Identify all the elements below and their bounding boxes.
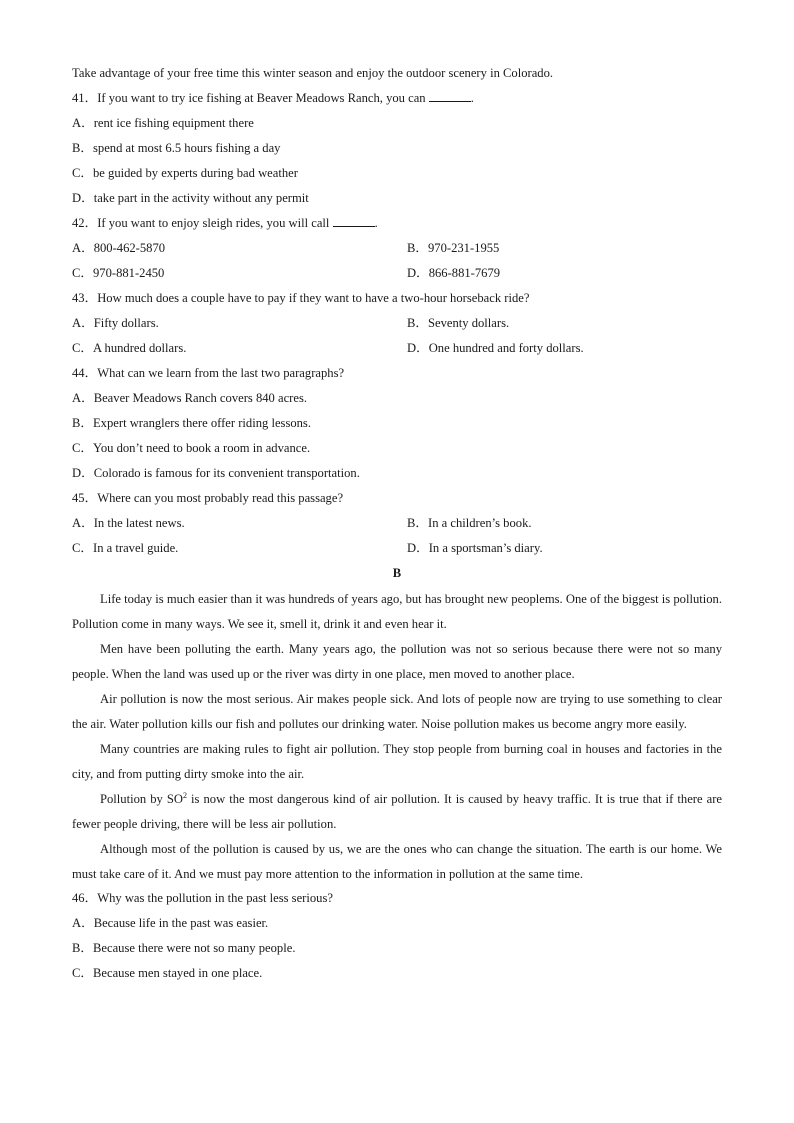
question-41-option-a: A．rent ice fishing equipment there: [72, 116, 254, 130]
question-45-option-a: A．In the latest news.: [72, 516, 185, 530]
question-43-options-row-2: [72, 337, 722, 362]
question-43-options-row-1: [72, 312, 722, 337]
question-42-tail: .: [374, 216, 378, 230]
question-45-options-row-2: [72, 537, 722, 562]
paragraph-5-end: is now the most dangerous kind of air pollution. It is caused by heavy traffic. It is true that if there are fewer people driving, there will be less air pollution.: [72, 792, 722, 831]
answer-blank: [333, 212, 375, 227]
question-42-option-d: D．866-881-7679: [407, 266, 501, 280]
question-41-option-d: D．take part in the activity without any permit: [72, 191, 309, 205]
question-41-option-b: B．spend at most 6.5 hours fishing a day: [72, 141, 281, 155]
question-44-option-b: B．Expert wranglers there offer riding lessons.: [72, 416, 311, 430]
section-b-heading: B: [392, 566, 402, 580]
question-43-option-b: B．Seventy dollars.: [407, 316, 510, 330]
paragraph-5-start: Pollution by SO: [100, 792, 183, 806]
question-43-option-c: C．A hundred dollars.: [72, 341, 187, 355]
question-43-stem: 43．How much does a couple have to pay if they want to have a two-hour horseback ride?: [72, 291, 530, 305]
question-42-option-c: C．970-881-2450: [72, 266, 165, 280]
passage-paragraph-2: Men have been polluting the earth. Many years ago, the pollution was not so serious because there were not so many people. When the land was used up or the river was dirty in one place, men moved to another place.: [72, 642, 722, 681]
question-44-option-a: A．Beaver Meadows Ranch covers 840 acres.: [72, 391, 308, 405]
question-43-option-a: A．Fifty dollars.: [72, 316, 159, 330]
question-43-option-d: D．One hundred and forty dollars.: [407, 341, 584, 355]
question-41-stem: [72, 87, 722, 112]
question-44-stem: 44．What can we learn from the last two paragraphs?: [72, 366, 345, 380]
question-45-option-c: C．In a travel guide.: [72, 541, 179, 555]
question-42-stem: [72, 212, 722, 237]
question-46-option-a: A．Because life in the past was easier.: [72, 916, 269, 930]
question-44-option-d: D．Colorado is famous for its convenient transportation.: [72, 466, 360, 480]
question-45-options-row-1: [72, 512, 722, 537]
subscript-number: 2: [182, 790, 187, 800]
question-46-stem: 46．Why was the pollution in the past less serious?: [72, 891, 333, 905]
question-42-options-row-1: [72, 237, 722, 262]
question-42-option-a: A．800-462-5870: [72, 241, 166, 255]
question-42-options-row-2: [72, 262, 722, 287]
passage-paragraph-1: Life today is much easier than it was hundreds of years ago, but has brought new peoplems. One of the biggest is pollution. Pollution come in many ways. We see it, smell it, drink it and even hear it.: [72, 592, 722, 631]
question-44-option-c: C．You don’t need to book a room in advance.: [72, 441, 311, 455]
passage-paragraph-5: [72, 787, 722, 837]
question-46-option-b: B．Because there were not so many people.: [72, 941, 296, 955]
question-46-option-c: C．Because men stayed in one place.: [72, 966, 263, 980]
intro-text: Take advantage of your free time this winter season and enjoy the outdoor scenery in Colorado.: [72, 66, 554, 80]
question-41-tail: .: [470, 91, 474, 105]
passage-paragraph-3: Air pollution is now the most serious. Air makes people sick. And lots of people now are trying to use something to clear the air. Water pollution kills our fish and pollutes our drinking water. Noise pollution makes us become angry more easily.: [72, 692, 722, 731]
question-41-text: 41．If you want to try ice fishing at Beaver Meadows Ranch, you can: [72, 91, 426, 105]
question-41-option-c: C．be guided by experts during bad weather: [72, 166, 298, 180]
question-42-option-b: B．970-231-1955: [407, 241, 500, 255]
answer-blank: [429, 87, 471, 102]
question-42-text: 42．If you want to enjoy sleigh rides, you will call: [72, 216, 330, 230]
document-page: [72, 62, 722, 987]
question-45-option-d: D．In a sportsman’s diary.: [407, 541, 543, 555]
question-45-stem: 45．Where can you most probably read this passage?: [72, 491, 344, 505]
passage-paragraph-6: Although most of the pollution is caused by us, we are the ones who can change the situation. The earth is our home. We must take care of it. And we must pay more attention to the information in pollution at the same time.: [72, 842, 722, 881]
question-45-option-b: B．In a children’s book.: [407, 516, 532, 530]
passage-paragraph-4: Many countries are making rules to fight air pollution. They stop people from burning coal in houses and factories in the city, and from putting dirty smoke into the air.: [72, 742, 722, 781]
